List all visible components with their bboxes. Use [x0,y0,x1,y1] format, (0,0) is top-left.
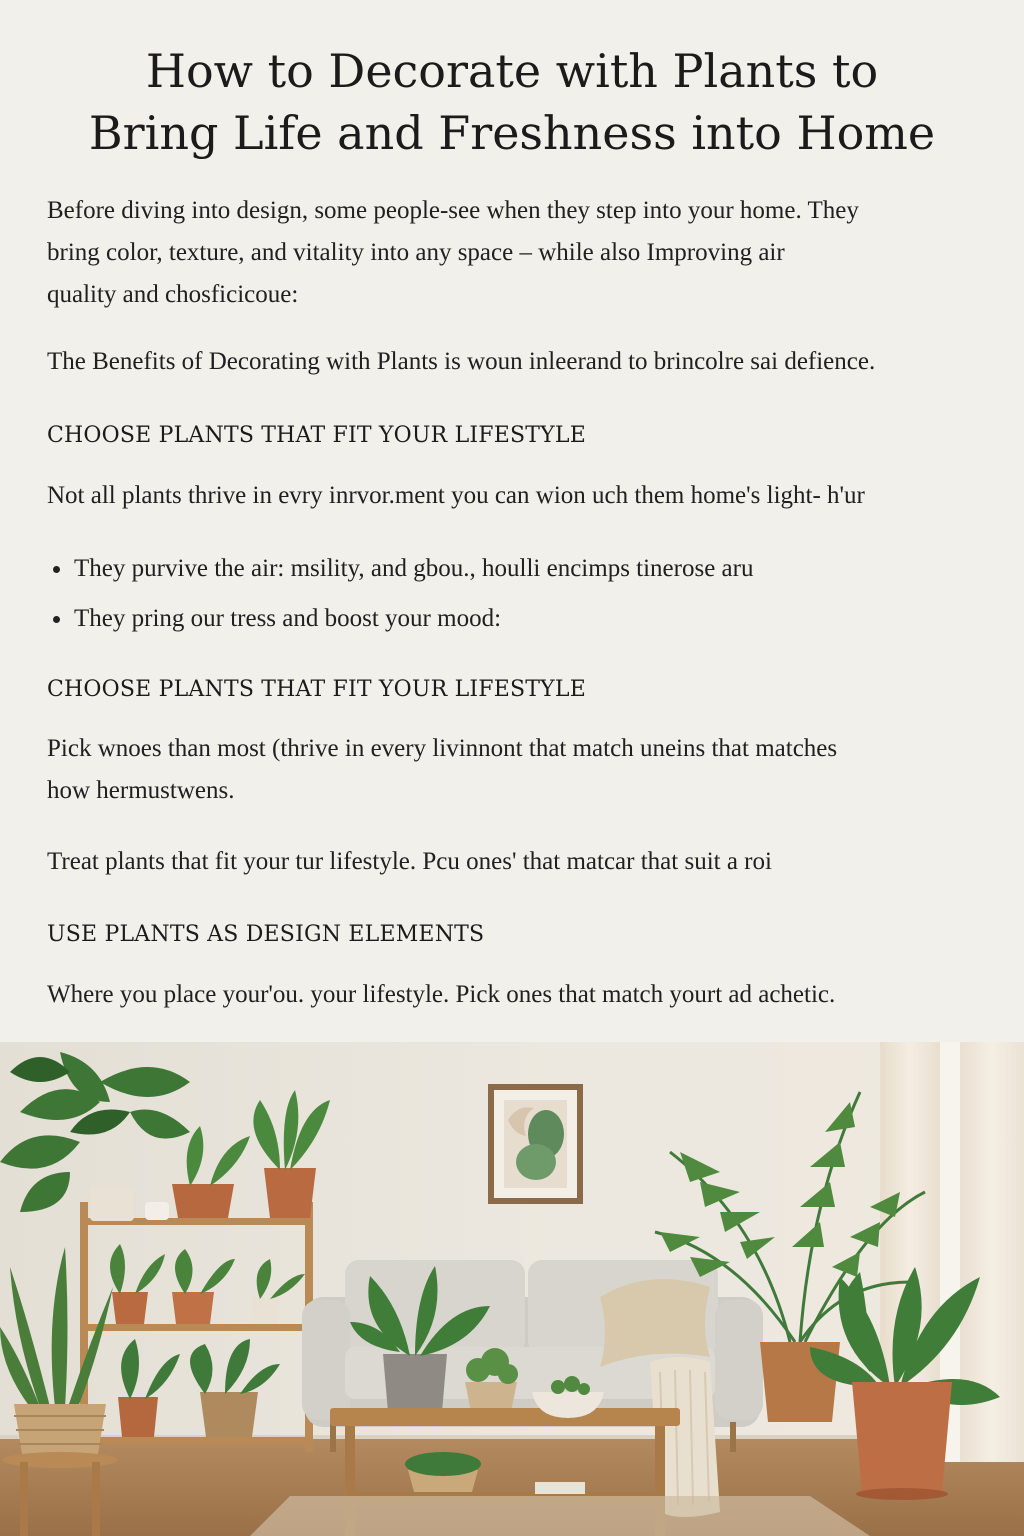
title-line-1: How to Decorate with Plants to [145,44,879,98]
section-heading-2: CHOOSE PLANTS THAT FIT YOUR LIFESTYLE [47,677,586,702]
bullet-text-1: They purvive the air: msility, and gbou., houlli encimps tinerose aru [74,555,754,582]
intro-line-1: Before diving into design, some people-see when they step into your home. They [47,197,859,224]
living-room-with-plants-illustration [0,1042,1024,1536]
title-line-2: Bring Life and Freshness into Home [88,106,936,160]
bullet-text-2: They pring our tress and boost your mood: [74,605,502,632]
living-room-photo [0,1042,1024,1536]
list-item [47,548,753,598]
section-1-paragraph: Not all plants thrive in evry inrvor.ment you can wion uch them home's light- h'ur [47,482,865,509]
benefits-paragraph: The Benefits of Decorating with Plants is woun inleerand to brincolre sai defience. [47,348,876,375]
section-2-line-2: how hermustwens. [47,777,235,804]
section-heading-3: USE PLANTS AS DESIGN ELEMENTS [47,922,485,947]
section-3-paragraph: Where you place your'ou. your lifestyle. Pick ones that match yourt ad achetic. [47,981,836,1008]
bullet-icon [53,566,60,573]
section-2-extra-paragraph: Treat plants that fit your tur lifestyle. Pcu ones' that matcar that suit a roi [47,848,772,875]
section-2-paragraph [47,728,987,812]
section-2-line-1: Pick wnoes than most (thrive in every livinnont that match uneins that matches [47,735,838,762]
intro-line-3: quality and chosficicoue: [47,281,299,308]
intro-paragraph [47,190,987,316]
bullet-list [47,548,753,648]
bullet-icon [53,616,60,623]
page-title [40,40,984,164]
section-heading-1: CHOOSE PLANTS THAT FIT YOUR LIFESTYLE [47,423,586,448]
intro-line-2: bring color, texture, and vitality into any space – while also Improving air [47,239,785,266]
list-item [47,598,753,648]
